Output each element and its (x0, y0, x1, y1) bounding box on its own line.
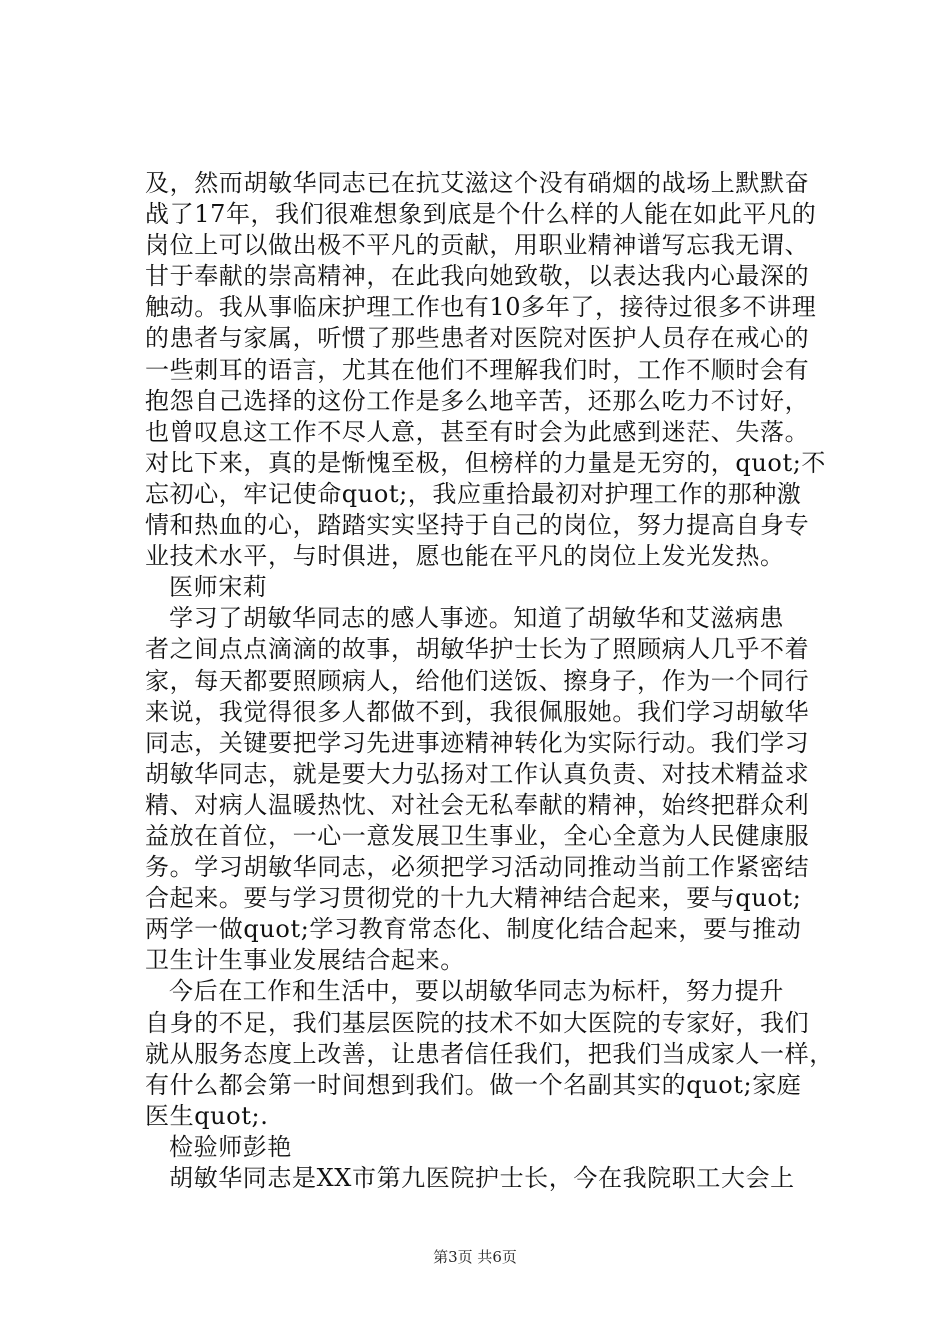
text-line: 岗位上可以做出极不平凡的贡献，用职业精神谱写忘我无谓、 (145, 231, 810, 260)
text-line: 来说，我觉得很多人都做不到，我很佩服她。我们学习胡敏华 (145, 697, 810, 726)
text-line: 胡敏华同志，就是要大力弘扬对工作认真负责、对技术精益求 (145, 759, 810, 788)
text-line: 务。学习胡敏华同志，必须把学习活动同推动当前工作紧密结 (145, 853, 810, 882)
text-line: 甘于奉献的崇高精神，在此我向她致敬，以表达我内心最深的 (145, 262, 810, 291)
text-line: 医生quot;. (145, 1101, 269, 1130)
text-line: 卫生计生事业发展结合起来。 (145, 946, 465, 975)
text-line: 及，然而胡敏华同志已在抗艾滋这个没有硝烟的战场上默默奋 (145, 169, 810, 197)
text-line: 学习了胡敏华同志的感人事迹。知道了胡敏华和艾滋病患 (169, 604, 784, 633)
text-line: 家，每天都要照顾病人，给他们送饭、擦身子，作为一个同行 (145, 666, 810, 695)
text-line: 一些刺耳的语言，尤其在他们不理解我们时，工作不顺时会有 (145, 355, 810, 384)
text-line: 检验师彭艳 (169, 1132, 292, 1161)
text-line: 精、对病人温暖热忱、对社会无私奉献的精神，始终把群众利 (145, 790, 810, 819)
text-line: 今后在工作和生活中，要以胡敏华同志为标杆，努力提升 (169, 977, 784, 1006)
text-line: 业技术水平，与时俱进，愿也能在平凡的岗位上发光发热。 (145, 542, 785, 571)
text-line: 两学一做quot;学习教育常态化、制度化结合起来，要与推动 (145, 915, 802, 944)
page-footer: 第3页 共6页 (433, 1248, 517, 1266)
text-line: 触动。我从事临床护理工作也有10多年了，接待过很多不讲理 (145, 293, 817, 322)
text-line: 忘初心，牢记使命quot;，我应重拾最初对护理工作的那种激 (145, 479, 802, 508)
text-line: 对比下来，真的是惭愧至极，但榜样的力量是无穷的，quot;不 (145, 448, 826, 477)
text-line: 的患者与家属，听惯了那些患者对医院对医护人员存在戒心的 (145, 324, 810, 353)
text-line: 有什么都会第一时间想到我们。做一个名副其实的quot;家庭 (145, 1070, 802, 1099)
text-line: 抱怨自己选择的这份工作是多么地辛苦，还那么吃力不讨好， (145, 386, 810, 415)
text-line: 益放在首位，一心一意发展卫生事业，全心全意为人民健康服 (145, 821, 810, 850)
text-line: 情和热血的心，踏踏实实坚持于自己的岗位，努力提高自身专 (145, 511, 810, 540)
document-body (145, 168, 845, 1194)
text-line: 胡敏华同志是XX市第九医院护士长，今在我院职工大会上 (169, 1164, 795, 1192)
text-line: 就从服务态度上改善，让患者信任我们，把我们当成家人一样， (145, 1039, 834, 1068)
text-line: 战了17年，我们很难想象到底是个什么样的人能在如此平凡的 (145, 200, 817, 229)
text-line: 也曾叹息这工作不尽人意，甚至有时会为此感到迷茫、失落。 (145, 417, 810, 446)
text-line: 合起来。要与学习贯彻党的十九大精神结合起来，要与quot; (145, 884, 802, 913)
text-line: 者之间点点滴滴的故事，胡敏华护士长为了照顾病人几乎不着 (145, 635, 810, 664)
text-line: 同志，关键要把学习先进事迹精神转化为实际行动。我们学习 (145, 728, 810, 757)
text-line: 自身的不足，我们基层医院的技术不如大医院的专家好，我们 (145, 1008, 810, 1037)
text-line: 医师宋莉 (169, 573, 268, 602)
